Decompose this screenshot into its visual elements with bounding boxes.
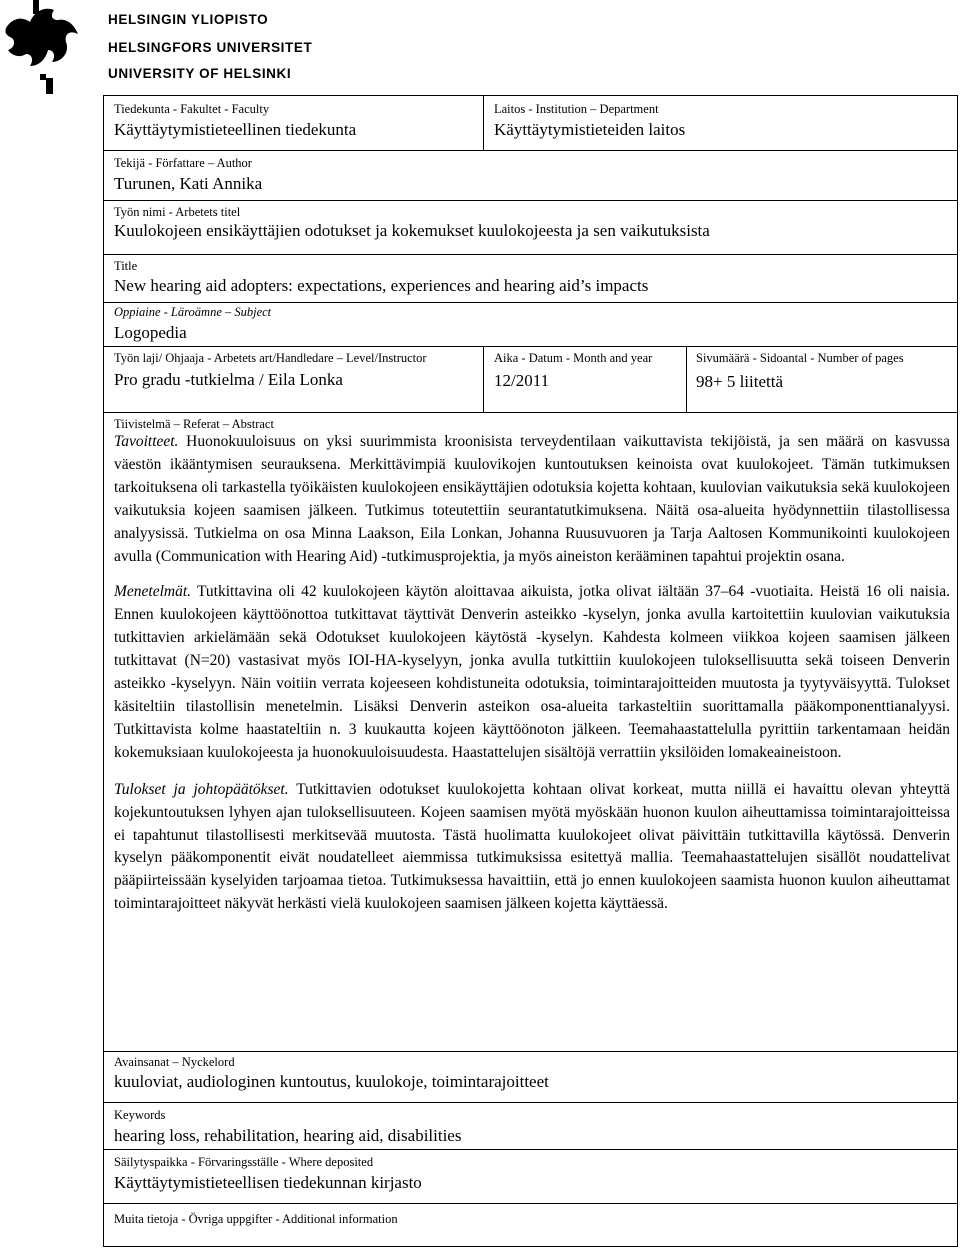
divider [104,150,957,151]
subject-value: Logopedia [114,323,187,342]
subject-label: Oppiaine - Läroämne – Subject [114,305,272,319]
work-title-value: Kuulokojeen ensikäyttäjien odotukset ja kokemukset kuulokojeesta ja sen vaikutuksista [114,221,710,240]
divider [104,1149,957,1150]
pages-label: Sivumäärä - Sidoantal - Number of pages [696,351,904,365]
deposited-label: Säilytyspaikka - Förvaringsställe - Where deposited [114,1155,374,1169]
abstract-heading-results: Tulokset ja johtopäätökset. [114,780,289,798]
divider [104,302,957,303]
additional-info-label: Muita tietoja - Övriga uppgifter - Additional information [114,1212,398,1226]
keywords-fi-label: Avainsanat – Nyckelord [114,1055,235,1069]
abstract-label: Tiivistelmä – Referat – Abstract [114,417,274,431]
divider [104,200,957,201]
divider [104,1051,957,1052]
date-value: 12/2011 [494,371,550,390]
divider [104,412,957,413]
university-name-sv: HELSINGFORS UNIVERSITET [108,40,313,55]
university-name-en: UNIVERSITY OF HELSINKI [108,66,292,81]
university-flame-logo-icon [0,0,80,95]
divider [104,1102,957,1103]
abstract-paragraph-results [114,779,950,916]
deposited-value: Käyttäytymistieteellisen tiedekunnan kirjasto [114,1173,422,1192]
title-value: New hearing aid adopters: expectations, experiences and hearing aid’s impacts [114,276,649,295]
level-value: Pro gradu -tutkielma / Eila Lonka [114,370,343,389]
level-divider [483,346,484,412]
department-value: Käyttäytymistieteiden laitos [494,120,686,139]
faculty-divider [483,96,484,150]
abstract-body-goals: Huonokuuloisuus on yksi suurimmista kroonisista terveydentilaan vaikuttavista tekijöistä, ja sen määrä on kasvussa väestön ikääntymisen seurauksena. Merkittävimpiä kuulovikojen kuntoutuksen keinoista ovat kuulokojeet. Tämän tutkimuksen tarkoituksena oli tarkastella työikäisten kuulokojeen ensikäyttäjien odotuksia kojetta kohtaan, kuulovian vaikutuksia sekä kuulokojeen vaikutuksia kojeen saamisen jälkeen. Tutkimus toteutettiin seurantatutkimuksena. Näitä osa-alueita hyödynnettiin tilastollisessa analyysissä. Tutkielma on osa Minna Laakson, Eila Lonkan, Johanna Ruusuvuoren ja Tarja Aaltosen Kommunikointi kuulokojeen avulla (Communication with Hearing Aid) -tutkimusprojektia, ja myös aineiston kerääminen tapahtui projektin osana. [114,433,950,565]
abstract-body-methods: Tutkittavina oli 42 kuulokojeen käytön aloittavaa aikuista, jotka olivat iältään 37–64 -vuotiaita. Heistä 16 oli naisia. Ennen kuulokojeen käyttöönottoa tutkittavat täyttivät Denverin asteikko -kyselyn, jonka avulla kartoitettiin kuulovian vaikutuksia tutkittavien arkielämään sekä Odotukset kuulokojeen käytöstä -kyselyn. Kahdesta kolmeen viikkoa kojeen saamisen jälkeen tutkittavat (N=20) vastasivat myös IOI-HA-kyselyyn, jonka avulla tutkittiin kuulokojeen tuloksellisuutta sekä toiseen Denverin asteikko -kyselyyn. Näin voitiin verrata kojeeseen kohdistuneita odotuksia, toimintarajoitteiden muutosta ja tyytyväisyyttä. Tulokset käsiteltiin tilastollisin menetelmin. Lisäksi Denverin asteikon osa-alueita tarkasteltiin suorittamalla pääkomponenttianalyysi. Tutkittavista kolme haastateltiin n. 3 kuukautta kojeen käyttöönoton jälkeen. Teemahaastattelulla pyrittiin tarkentamaan heidän kokemuksiaan kuulokojeesta ja huonokuuloisuudesta. Haastattelujen sisältöjä verrattiin yksilöiden lomakeaineistoon. [114,583,950,761]
faculty-label: Tiedekunta - Fakultet - Faculty [114,102,270,116]
faculty-value: Käyttäytymistieteellinen tiedekunta [114,120,357,139]
keywords-en-value: hearing loss, rehabilitation, hearing aid, disabilities [114,1126,462,1145]
department-label: Laitos - Institution – Department [494,102,659,116]
divider [104,254,957,255]
abstract-text [114,431,950,916]
date-divider [686,346,687,412]
pages-value: 98+ 5 liitettä [696,372,784,391]
abstract-heading-goals: Tavoitteet. [114,433,179,450]
author-value: Turunen, Kati Annika [114,174,263,193]
abstract-heading-methods: Menetelmät. [114,583,192,601]
university-name-fi: HELSINGIN YLIOPISTO [108,12,269,27]
work-title-label: Työn nimi - Arbetets titel [114,205,241,219]
level-label: Työn laji/ Ohjaaja - Arbetets art/Handledare – Level/Instructor [114,351,427,365]
keywords-en-label: Keywords [114,1108,166,1122]
abstract-form [103,95,958,1247]
author-label: Tekijä - Författare – Author [114,156,252,170]
keywords-fi-value: kuuloviat, audiologinen kuntoutus, kuulokoje, toimintarajoitteet [114,1072,549,1091]
divider [104,1203,957,1204]
abstract-paragraph-goals [114,431,950,568]
abstract-paragraph-methods [114,581,950,764]
abstract-body-results: Tutkittavien odotukset kuulokojetta kohtaan olivat korkeat, mutta niillä ei havaittu olevan yhteyttä kojekuntoutuksen lyhyen ajan tuloksellisuuteen. Kojeen saamisen myötä myöskään huonon kuulon aiheuttamissa toimintarajoitteissa ei tapahtunut tilastollisesti merkitsevää muutosta. Tästä huolimatta kuulokojeet olivat päivittäin tutkittavilla käytössä. Denverin kyselyn pääkomponentit eivät noudatelleet aiemmissa tutkimuksissa esitettyä mallia. Teemahaastattelujen sisällöt noudattelivat pääpiirteissään kyselyiden tarjoamaa tietoa. Tutkimuksessa havaittiin, että jo ennen kuulokojeen saamista huonon kuulon aiheuttamat toimintarajoitteet näkyvät herkästi vielä kuulokojeen saamisen jälkeen kojetta käyttäessä. [114,780,950,913]
divider [104,346,957,347]
title-label: Title [114,259,138,273]
date-label: Aika - Datum - Month and year [494,351,653,365]
